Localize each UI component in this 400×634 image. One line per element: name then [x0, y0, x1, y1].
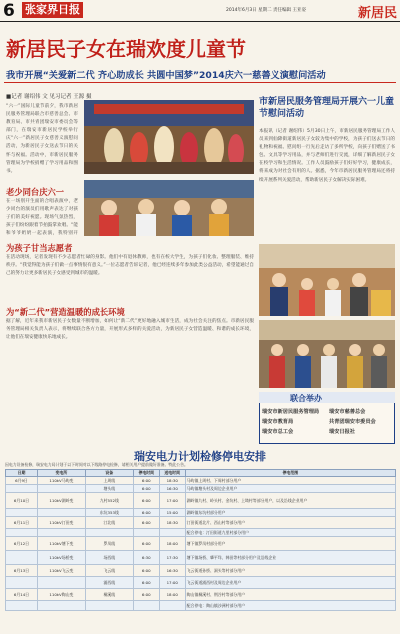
table-cell-off [133, 529, 159, 537]
table-cell-on: 17:30 [159, 551, 185, 565]
photo-performance-image [84, 100, 254, 174]
table-cell-date: 6月10日 [6, 493, 38, 509]
table-cell-area: 飞云街道孙桥、洞头等村部分用户 [185, 565, 395, 577]
table-row [6, 551, 396, 565]
table-cell-line: 飞云线 [85, 565, 133, 577]
table-cell-on [159, 529, 185, 537]
section-body: 在活动现场，记者发现有不少志愿者忙碌的身影。他们中有退休教师，也有在校大学生，为孩子们化妆、整理服装、维持秩序。“我觉得能为孩子们做一点事情很有意义。”一位志愿者告诉记者，他已经连续多年参加此类公益活动，希望能通过自己的努力让更多新居民子女感受到城市的温暖。 [6, 255, 254, 277]
table-cell-line [85, 529, 133, 537]
table-cell-station [37, 529, 85, 537]
table-cell-on: 18:30 [159, 477, 185, 485]
table-cell-station [37, 485, 85, 493]
organizer-line: 瑞安市总工会 [262, 429, 294, 435]
table-cell-on: 16:30 [159, 565, 185, 577]
photo-visit-image [259, 244, 395, 316]
photo-group-image [259, 320, 395, 388]
section-heading: 为孩子甘当志愿者 [6, 243, 73, 253]
byline: ■记者 谢绍伟 文 见习记者 王源 摄 [6, 94, 92, 100]
table-cell-line: 汀北线 [85, 517, 133, 529]
outage-table-body [6, 477, 396, 611]
column-header: 变电所 [37, 470, 85, 477]
section-body: 据了解，近年来我市新居民子女数量不断增加，如何让“新二代”更好地融入城市生活，成为社会关注的焦点。市新居民服务管理局相关负责人表示，将继续联合各方力量，开展形式多样的关爱活动，为新居民子女营造温暖、和谐的成长环境，让他们在瑞安健康快乐地成长。 [6, 319, 254, 341]
table-cell-station: 110kV汀田变 [37, 517, 85, 529]
table-cell-station [37, 601, 85, 611]
table-cell-area: 配合停电：陶山镇沙洲村部分用户 [185, 601, 395, 611]
organizer-line: 瑞安日报社 [329, 429, 355, 435]
organizer-line: 瑞安市教育局 [262, 419, 294, 425]
table-cell-line: 九村552线 [85, 493, 133, 509]
table-cell-station [37, 577, 85, 589]
organizer-line: 共青团瑞安市委员会 [329, 419, 376, 425]
table-row [6, 601, 396, 611]
table-row [6, 577, 396, 589]
photo-children-image [84, 180, 254, 236]
table-cell-station: 110kV马屿变 [37, 477, 85, 485]
section-heading: 老少同台庆六一 [6, 187, 65, 197]
photo-visit [259, 244, 395, 316]
table-cell-area: 湖岭镇九村、岭头村、金坑村、上坳村等部分用户，以及沿线企业用户 [185, 493, 395, 509]
table-cell-station [37, 509, 85, 517]
table-cell-area: 塘下镇罗凤村部分用户 [185, 537, 395, 551]
table-row [6, 589, 396, 601]
table-cell-on: 16:30 [159, 485, 185, 493]
section-body: 在一场别开生面的合唱表演中，老少同台的演员们用歌声表达了对孩子们的美好祝愿。现场气氛热烈，孩子们纷纷跟着节拍鼓掌欢唱。“能和爷爷奶奶一起表演，我特别开 [6, 199, 78, 237]
table-cell-date [6, 529, 38, 537]
outage-table [5, 469, 396, 611]
table-cell-area: 飞云街道浦西村及周边企业用户 [185, 577, 395, 589]
table-cell-date [6, 509, 38, 517]
table-row [6, 493, 396, 509]
table-cell-station: 110kV场桥变 [37, 551, 85, 565]
table-cell-off: 6:00 [133, 485, 159, 493]
table-cell-station: 110kV陶山变 [37, 589, 85, 601]
notice-subtitle: 因电力设备检修，瑞安电力局计划于以下时间对以下线路停电检修，请相关用户提前做好准备。特此公告。 [5, 462, 188, 467]
table-cell-area: 马屿镇上周村、下周村部分用户 [185, 477, 395, 485]
table-cell-off: 6:00 [133, 537, 159, 551]
table-cell-station: 110kV飞云变 [37, 565, 85, 577]
table-row [6, 529, 396, 537]
table-cell-area: 马屿镇塘头村及周边企业用户 [185, 485, 395, 493]
table-cell-line: 东坑353线 [85, 509, 133, 517]
table-cell-date: 6月11日 [6, 517, 38, 529]
newspaper-logo: 张家界日报 [22, 2, 83, 18]
headline: 新居民子女在瑞欢度儿童节 [6, 37, 246, 61]
table-cell-station: 110kV湖岭变 [37, 493, 85, 509]
table-cell-off: 6:00 [133, 517, 159, 529]
table-cell-date: 6月13日 [6, 565, 38, 577]
photo-group [259, 320, 395, 388]
table-row [6, 509, 396, 517]
table-row [6, 565, 396, 577]
table-cell-off: 6:00 [133, 577, 159, 589]
section-name: 新居民 [357, 6, 397, 21]
divider [4, 82, 396, 83]
table-cell-line: 场西线 [85, 551, 133, 565]
table-cell-area: 陶山镇桐溪村、荆谷村等部分用户 [185, 589, 395, 601]
table-cell-line [85, 601, 133, 611]
table-cell-line: 塘头线 [85, 485, 133, 493]
photo-performance [84, 100, 254, 174]
table-cell-on: 18:00 [159, 537, 185, 551]
table-cell-line: 罗凤线 [85, 537, 133, 551]
table-cell-on: 17:00 [159, 577, 185, 589]
table-cell-date [6, 485, 38, 493]
column-header: 日期 [6, 470, 38, 477]
table-cell-date: 6月14日 [6, 589, 38, 601]
organizer-title: 联合举办 [290, 394, 322, 403]
notice-title: 瑞安电力计划检修停电安排 [134, 450, 266, 463]
table-cell-station: 110kV塘下变 [37, 537, 85, 551]
table-cell-area: 塘下镇场桥、肇平垟、韩田等村部分用户及沿线企业 [185, 551, 395, 565]
photo-children [84, 180, 254, 236]
table-cell-date [6, 577, 38, 589]
table-row [6, 485, 396, 493]
table-cell-on: 17:00 [159, 493, 185, 509]
table-row [6, 477, 396, 485]
table-cell-on [159, 601, 185, 611]
organizer-line: 瑞安市新居民服务管理局 [262, 409, 320, 415]
masthead [0, 0, 400, 22]
table-cell-area: 配合停电：汀田街道九里村部分用户 [185, 529, 395, 537]
column-header: 停电时间 [133, 470, 159, 477]
table-cell-date [6, 601, 38, 611]
table-cell-date: 6月9日 [6, 477, 38, 485]
table-cell-date: 6月12日 [6, 537, 38, 551]
table-cell-line: 浦西线 [85, 577, 133, 589]
section-heading: 为“新二代”营造温暖的成长环境 [6, 307, 125, 317]
column-header: 送电时间 [159, 470, 185, 477]
table-cell-off: 6:00 [133, 477, 159, 485]
dateline: 2014年6月3日 星期二 责任编辑 王亚姿 [226, 8, 306, 13]
organizer-line: 瑞安市慈善总会 [329, 409, 366, 415]
table-cell-on: 15:00 [159, 509, 185, 517]
table-cell-off: 6:00 [133, 589, 159, 601]
table-cell-on: 18:00 [159, 589, 185, 601]
sidebar-title: 市新居民服务管理局开展六一儿童节慰问活动 [259, 97, 395, 119]
table-cell-off: 6:00 [133, 509, 159, 517]
subheadline: 我市开展“关爱新二代 齐心助成长 共圆中国梦”2014庆六一慈善义演慰问活动 [6, 70, 326, 81]
table-cell-date [6, 551, 38, 565]
table-header-row [6, 470, 396, 477]
column-header: 停电范围 [185, 470, 395, 477]
table-cell-off: 6:00 [133, 493, 159, 509]
table-cell-area: 湖岭镇东坑村部分用户 [185, 509, 395, 517]
column-header: 设备 [85, 470, 133, 477]
table-cell-off: 6:30 [133, 551, 159, 565]
page-number: 6 [3, 1, 15, 21]
table-row [6, 537, 396, 551]
table-cell-area: 汀田街道北片、西山村等部分用户 [185, 517, 395, 529]
lead-paragraph: “六一”国际儿童节前夕，我市新居民服务管理局联合市慈善总会、市教育局、市共青团瑞安市委员会等部门，在瑞安市新居民学校举行庆“六一”新居民子女慈善义演慰问活动，为新居民子女送去节日的关怀与祝福。活动中，市新居民服务管理局为学校捐赠了学习用品和图书。 [6, 104, 78, 174]
table-cell-line: 上周线 [85, 477, 133, 485]
table-cell-off: 6:00 [133, 565, 159, 577]
table-cell-off [133, 601, 159, 611]
table-cell-line: 桐溪线 [85, 589, 133, 601]
table-row [6, 517, 396, 529]
sidebar-body: 本报讯（记者 谢绍伟）5月30日上午，市新居民服务管理局工作人员来到仙降街道新居民子女较为集中的学校，为孩子们送去节日的礼物和祝福。慰问组一行先后走访了多所学校，向孩子们赠送了书包、文具等学习用品，并与老师们进行交流，详细了解新居民子女在校学习和生活情况。工作人员鼓励孩子们好好学习，健康成长，将来成为对社会有用的人。据悉，今年市新居民服务管理局还将持续开展系列关爱活动，帮助新居民子女解决实际困难。 [259, 129, 395, 183]
table-cell-on: 18:30 [159, 517, 185, 529]
